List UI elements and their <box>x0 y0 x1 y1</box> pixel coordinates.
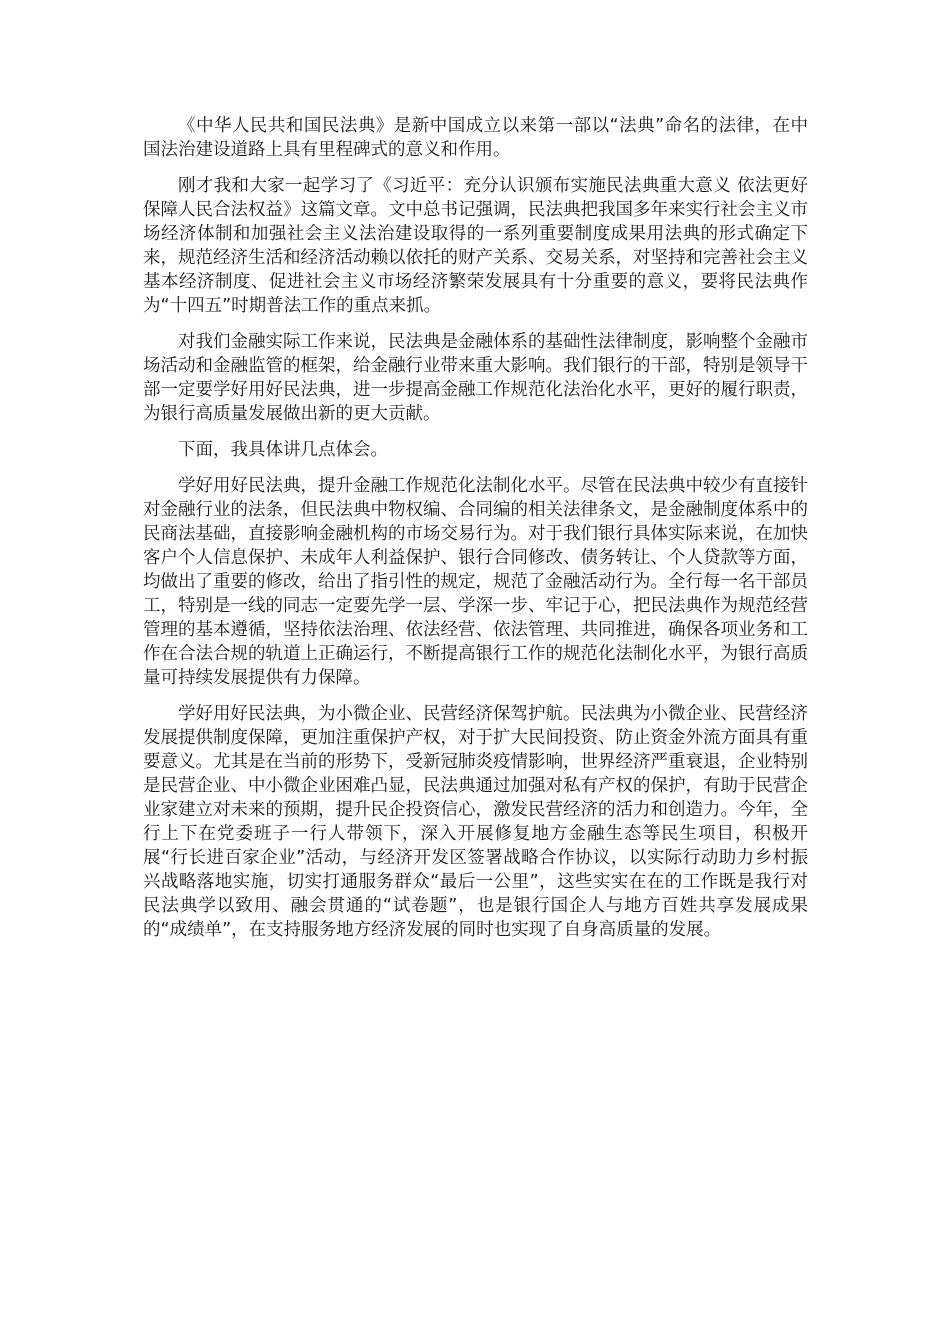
paragraph-study-article: 刚才我和大家一起学习了《习近平：充分认识颁布实施民法典重大意义 依法更好保障人民合法权益》这篇文章。文中总书记强调，民法典把我国多年来实行社会主义市场经济体制和加强社会主义法治建设取得的一系列重要制度成果用法典的形式确定下来，规范经济生活和经济活动赖以依托的财产关系、交易关系，对坚持和完善社会主义基本经济制度、促进社会主义市场经济繁荣发展具有十分重要的意义，要将民法典作为“十四五”时期普法工作的重点来抓。 <box>143 176 808 316</box>
paragraph-point-two: 学好用好民法典，为小微企业、民营经济保驾护航。民法典为小微企业、民营经济发展提供制度保障，更加注重保护产权，对于扩大民间投资、防止资金外流方面具有重要意义。尤其是在当前的形势下，受新冠肺炎疫情影响，世界经济严重衰退，企业特别是民营企业、中小微企业困难凸显，民法典通过加强对私有产权的保护，有助于民营企业家建立对未来的预期，提升民企投资信心，激发民营经济的活力和创造力。今年，全行上下在党委班子一行人带领下，深入开展修复地方金融生态等民生项目，积极开展“行长进百家企业”活动，与经济开发区签署战略合作协议，以实际行动助力乡村振兴战略落地实施，切实打通服务群众“最后一公里”，这些实实在在的工作既是我行对民法典学以致用、融会贯通的“试卷题”，也是银行国企人与地方百姓共享发展成果的“成绩单”，在支持服务地方经济发展的同时也实现了自身高质量的发展。 <box>143 704 808 940</box>
paragraph-point-one: 学好用好民法典，提升金融工作规范化法制化水平。尽管在民法典中较少有直接针对金融行业的法条，但民法典中物权编、合同编的相关法律条文，是金融制度体系中的民商法基础，直接影响金融机构的市场交易行为。对于我们银行具体实际来说，在加快客户个人信息保护、未成年人利益保护、银行合同修改、债务转让、个人贷款等方面，均做出了重要的修改，给出了指引性的规定，规范了金融活动行为。全行每一名干部员工，特别是一线的同志一定要先学一层、学深一步、牢记于心，把民法典作为规范经营管理的基本遵循，坚持依法治理、依法经营、依法管理、共同推进，确保各项业务和工作在合法合规的轨道上正确运行，不断提高银行工作的规范化法制化水平，为银行高质量可持续发展提供有力保障。 <box>143 476 808 688</box>
document-body <box>143 114 808 954</box>
paragraph-finance-work: 对我们金融实际工作来说，民法典是金融体系的基础性法律制度，影响整个金融市场活动和金融监管的框架，给金融行业带来重大影响。我们银行的干部，特别是领导干部一定要学好用好民法典，进一步提高金融工作规范化法治化水平，更好的履行职责，为银行高质量发展做出新的更大贡献。 <box>143 332 808 424</box>
paragraph-intro: 《中华人民共和国民法典》是新中国成立以来第一部以“法典”命名的法律，在中国法治建设道路上具有里程碑式的意义和作用。 <box>143 116 808 160</box>
paragraph-transition: 下面，我具体讲几点体会。 <box>178 440 388 460</box>
